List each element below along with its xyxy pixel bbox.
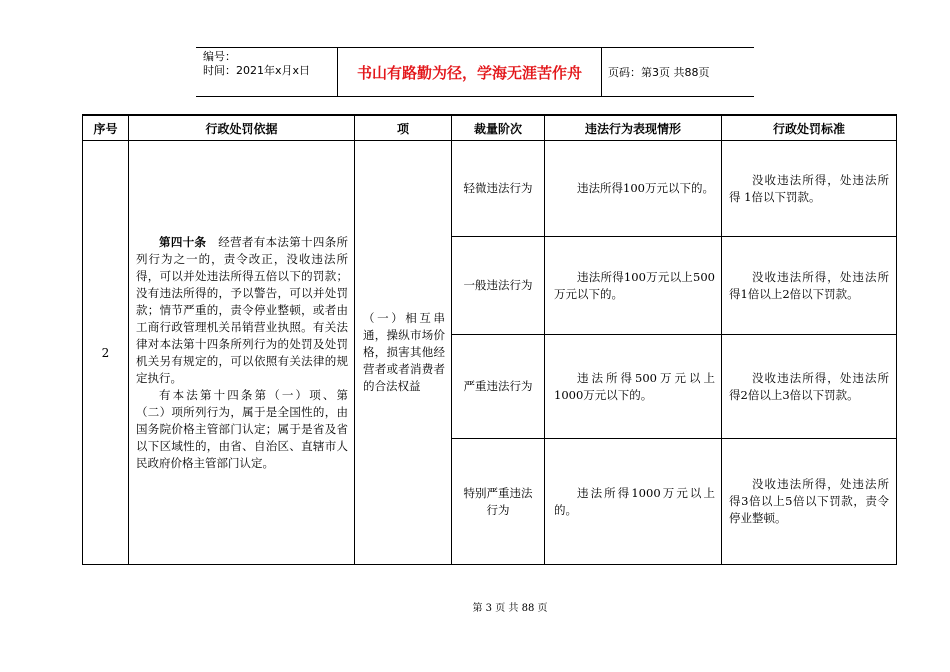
penalty-text: 没收违法所得，处违法所得3倍以上5倍以下罚款，责令停业整顿。	[729, 477, 889, 525]
header-seq: 序号	[83, 115, 129, 141]
stage-cell: 特别严重违法行为	[452, 439, 545, 565]
table-row	[83, 141, 897, 237]
situation-cell	[545, 141, 722, 237]
basis-text-1: 经营者有本法第十四条所列行为之一的，责令改正，没收违法所得，可以并处违法所得五倍以下的罚款；没有违法所得的，予以警告，可以并处罚款；情节严重的，责令停业整顿，或者由工商行政管理机关吊销营业执照。有关法律对本法第十四条所列行为的处罚及处罚机关另有规定的，可以依照有关法律的规定执行。	[136, 234, 349, 385]
header-item: 项	[355, 115, 452, 141]
penalty-cell	[722, 237, 897, 335]
penalty-text: 没收违法所得，处违法所得1倍以上2倍以下罚款。	[729, 269, 889, 301]
situation-cell	[545, 335, 722, 439]
penalty-text: 没收违法所得，处违法所得 1倍以下罚款。	[729, 172, 889, 204]
situation-cell	[545, 439, 722, 565]
document-number-label: 编号：	[203, 50, 236, 63]
situation-cell	[545, 237, 722, 335]
situation-text: 违法所得100万元以下的。	[577, 181, 714, 195]
basis-paragraph-2: 有本法第十四条第（一）项、第（二）项所列行为，属于是全国性的，由国务院价格主管部门认定；属于是省及省以下区域性的，由省、自治区、直辖市人民政府价格主管部门认定。	[136, 387, 348, 470]
stage-cell: 严重违法行为	[452, 335, 545, 439]
penalty-cell	[722, 335, 897, 439]
penalty-text: 没收违法所得，处违法所得2倍以上3倍以下罚款。	[729, 370, 889, 402]
header-situation: 违法行为表现情形	[545, 115, 722, 141]
violation-item: （一）相互串通，操纵市场价格，损害其他经营者或者消费者的合法权益	[355, 141, 452, 565]
stage-cell: 一般违法行为	[452, 237, 545, 335]
table-header-row	[83, 115, 897, 141]
penalty-basis	[129, 141, 355, 565]
header-penalty: 行政处罚标准	[722, 115, 897, 141]
penalty-cell	[722, 141, 897, 237]
situation-text: 违法所得100万元以上500万元以下的。	[554, 269, 715, 301]
penalty-table	[82, 114, 897, 565]
penalty-cell	[722, 439, 897, 565]
header-page-number: 页码：第3页 共88页	[608, 66, 710, 79]
stage-cell: 轻微违法行为	[452, 141, 545, 237]
situation-text: 违法所得1000万元以上的。	[554, 485, 715, 517]
header-basis: 行政处罚依据	[129, 115, 355, 141]
basis-article-title: 第四十条	[159, 234, 207, 249]
basis-paragraph-1	[136, 234, 348, 387]
page-footer: 第 3 页 共 88 页	[472, 603, 548, 614]
page-header	[196, 47, 754, 97]
header-meta	[196, 48, 338, 96]
situation-text: 违法所得500万元以上1000万元以下的。	[554, 370, 715, 402]
header-stage: 裁量阶次	[452, 115, 545, 141]
header-motto: 书山有路勤为径，学海无涯苦作舟	[338, 48, 602, 96]
document-time: 时间：2021年x月x日	[203, 64, 311, 77]
row-seq: 2	[83, 141, 129, 565]
